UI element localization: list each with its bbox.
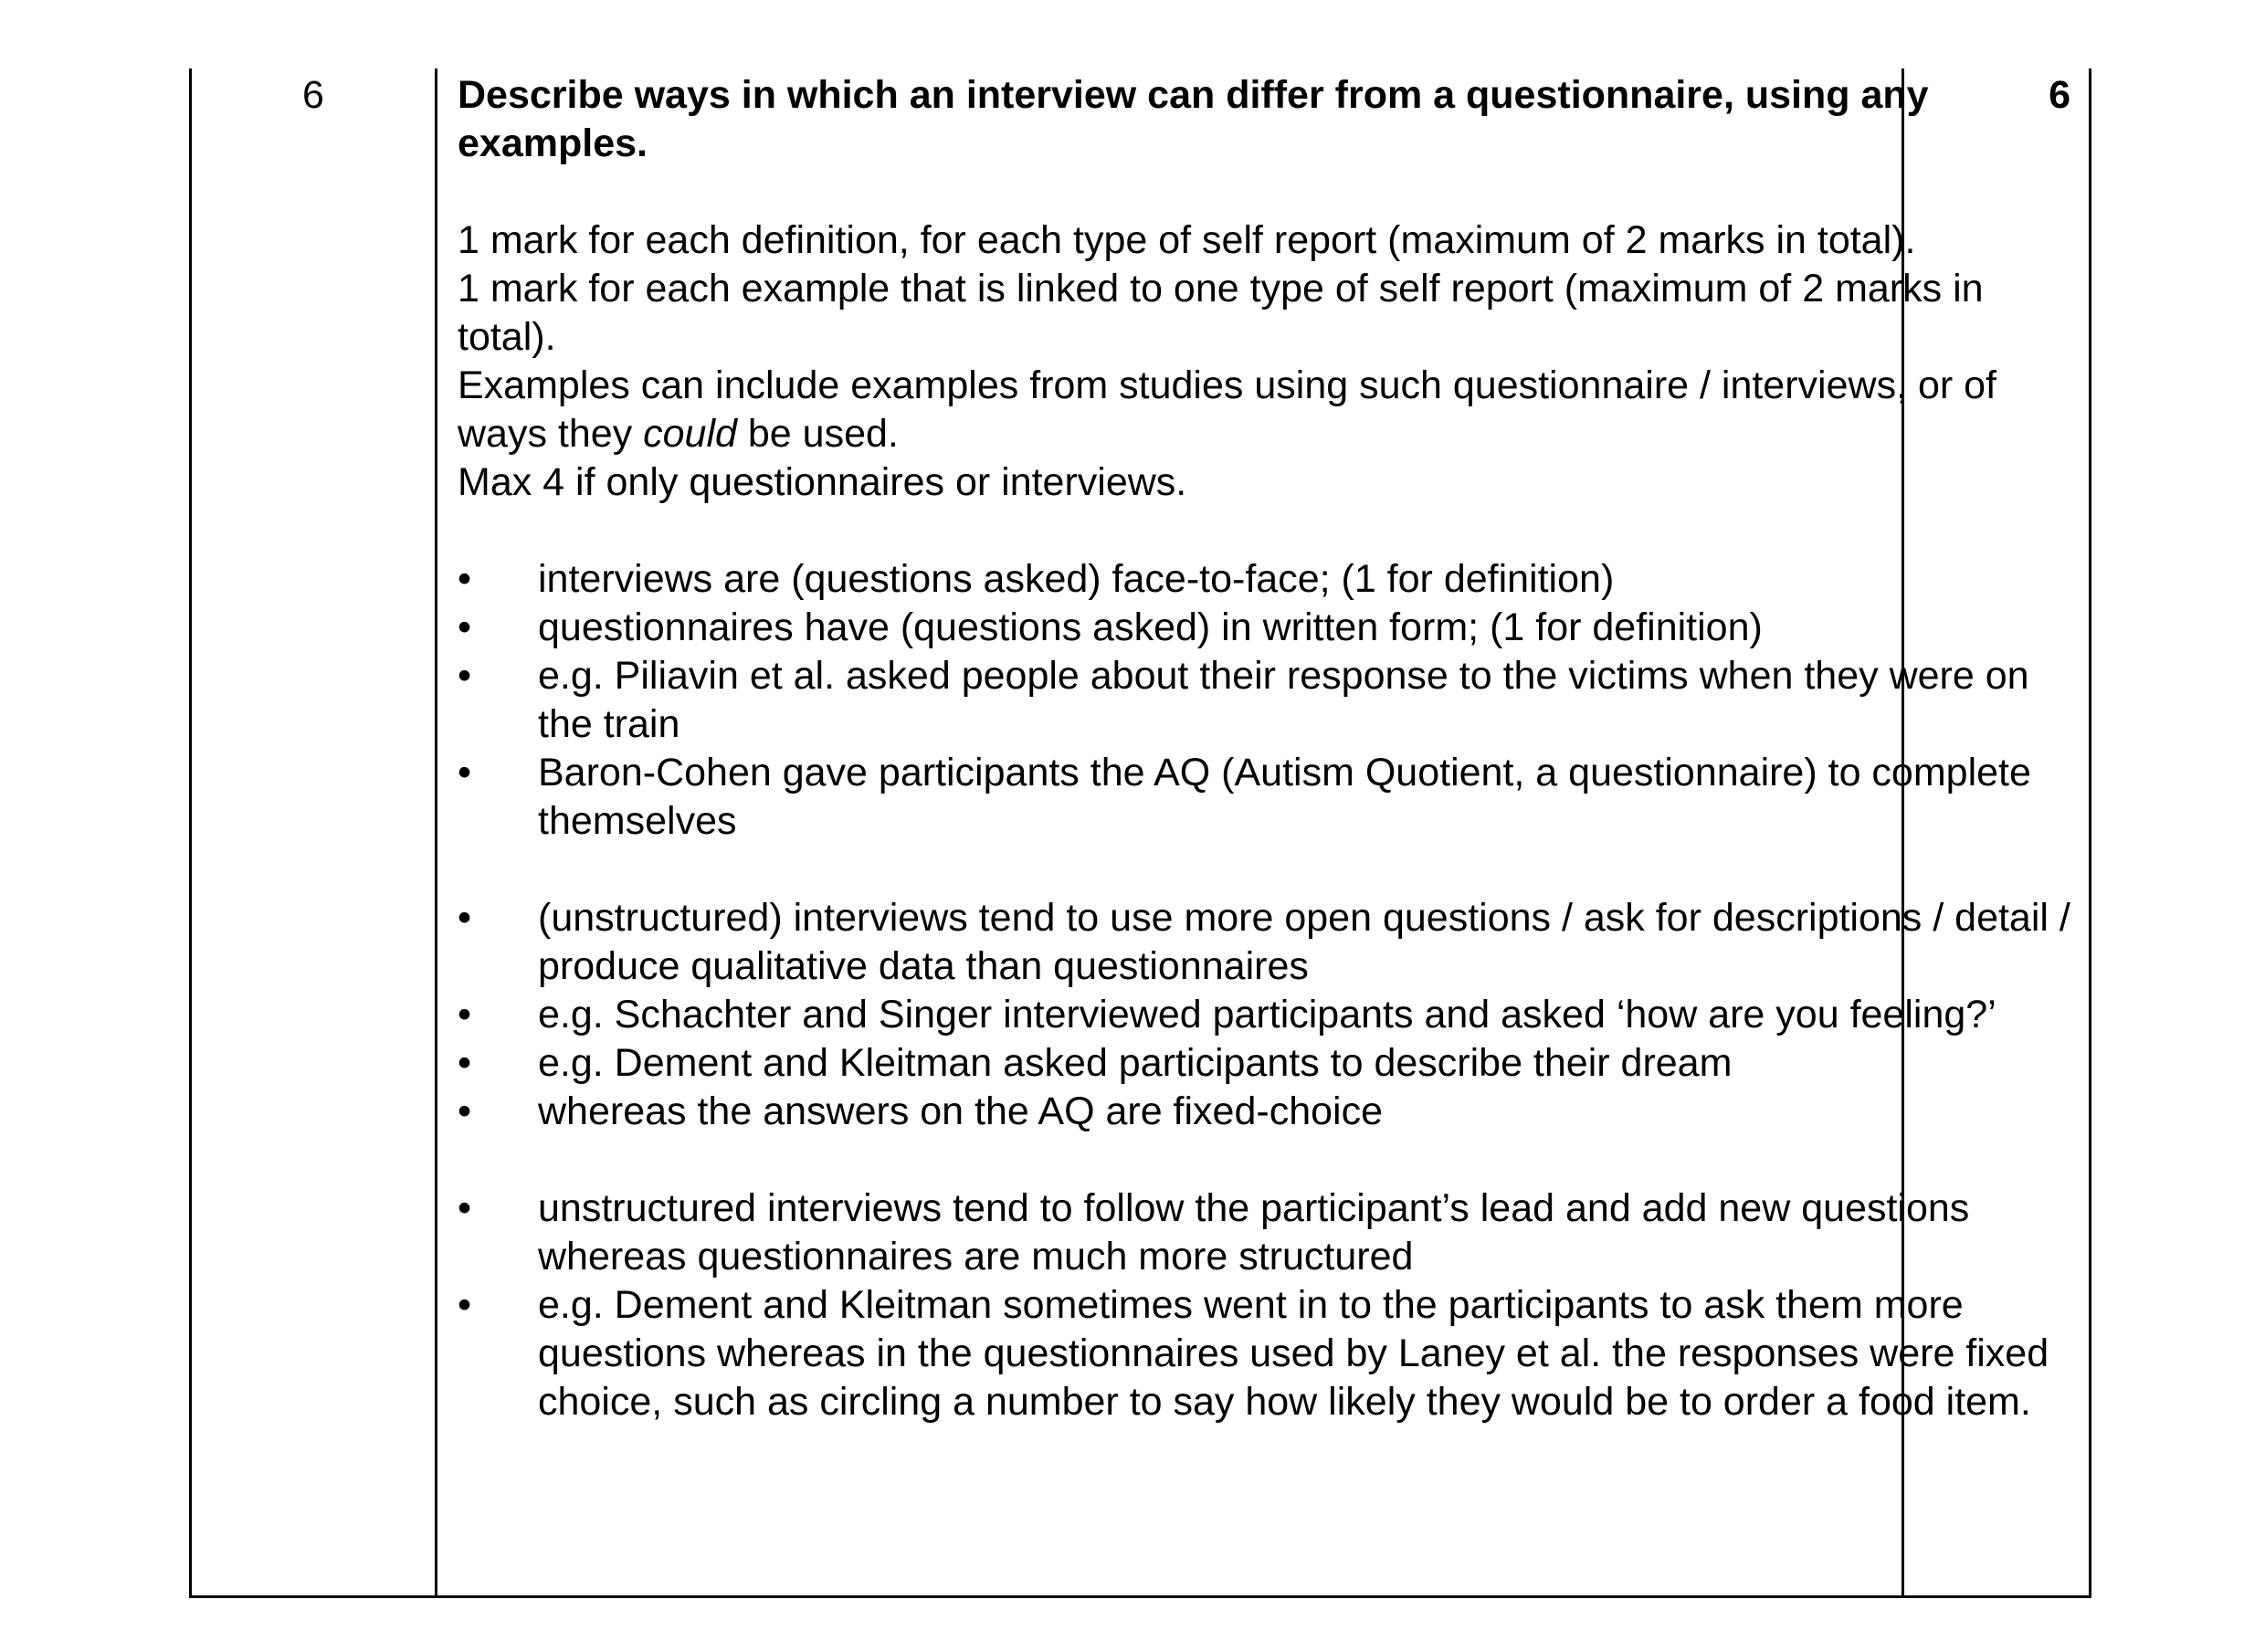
- bullet-point: [458, 991, 2074, 1039]
- bullet-icon: •: [458, 993, 472, 1036]
- bullet-icon: •: [458, 751, 472, 794]
- bullet-group: [458, 1184, 2074, 1426]
- guidance-text: be used.: [736, 412, 899, 456]
- question-number: 6: [302, 73, 324, 117]
- bullet-text: e.g. Dement and Kleitman asked participants to describe their dream: [538, 1041, 1733, 1085]
- bullet-icon: •: [458, 557, 472, 601]
- bullet-text: whereas the answers on the AQ are fixed-choice: [538, 1089, 1384, 1133]
- bullet-text: e.g. Dement and Kleitman sometimes went in to the participants to ask them more questions whereas in the questionnaires used by Laney et al. the responses were fixed choice, such as circling a number to say how likely they would be to order a food item.: [538, 1283, 2049, 1424]
- bullet-text: Baron-Cohen gave participants the AQ (Autism Quotient, a questionnaire) to complete themselves: [538, 751, 2031, 843]
- question-text: Describe ways in which an interview can differ from a questionnaire, using any examples.: [458, 73, 1929, 165]
- bullet-point: [458, 1088, 2074, 1136]
- guidance-italic-text: could: [643, 412, 737, 456]
- answer-cell: [458, 71, 2074, 1426]
- bullet-icon: •: [458, 896, 472, 940]
- bullet-point: [458, 749, 2074, 846]
- bullet-icon: •: [458, 605, 472, 649]
- bullet-text: e.g. Schachter and Singer interviewed participants and asked ‘how are you feeling?’: [538, 993, 1996, 1036]
- mark-scheme-table: [189, 68, 2091, 1598]
- marks-value: 6: [2049, 73, 2070, 117]
- indicative-content: [458, 555, 2074, 1426]
- bullet-point: [458, 894, 2074, 991]
- bullet-point: [458, 604, 2074, 652]
- guidance-line: [458, 362, 2074, 458]
- bullet-icon: •: [458, 1041, 472, 1085]
- bullet-icon: •: [458, 1283, 472, 1327]
- bullet-point: [458, 555, 2074, 604]
- bullet-text: interviews are (questions asked) face-to-face; (1 for definition): [538, 557, 1615, 601]
- bullet-point: [458, 1039, 2074, 1088]
- bullet-point: [458, 1281, 2074, 1426]
- guidance-line: Max 4 if only questionnaires or interviews.: [458, 460, 1187, 504]
- bullet-icon: •: [458, 1186, 472, 1230]
- guidance-line: 1 mark for each definition, for each type of self report (maximum of 2 marks in total).: [458, 218, 1916, 262]
- bullet-icon: •: [458, 654, 472, 698]
- marking-guidance: [458, 216, 2074, 507]
- bullet-point: [458, 1184, 2074, 1281]
- bullet-text: questionnaires have (questions asked) in written form; (1 for definition): [538, 605, 1763, 649]
- guidance-line: 1 mark for each example that is linked to one type of self report (maximum of 2 marks in total).: [458, 267, 1984, 359]
- bullet-text: (unstructured) interviews tend to use more open questions / ask for descriptions / detail / produce qualitative data than questionnaires: [538, 896, 2070, 988]
- bullet-text: unstructured interviews tend to follow the participant’s lead and add new questions whereas questionnaires are much more structured: [538, 1186, 1970, 1278]
- bullet-group: [458, 894, 2074, 1136]
- bullet-group: [458, 555, 2074, 846]
- column-divider-left: [435, 68, 437, 1595]
- bullet-text: e.g. Piliavin et al. asked people about their response to the victims when they were on the train: [538, 654, 2029, 746]
- bullet-icon: •: [458, 1089, 472, 1133]
- guidance-text: Examples can include examples from studies using such questionnaire / interviews, or of ways they: [458, 363, 1996, 456]
- bullet-point: [458, 652, 2074, 749]
